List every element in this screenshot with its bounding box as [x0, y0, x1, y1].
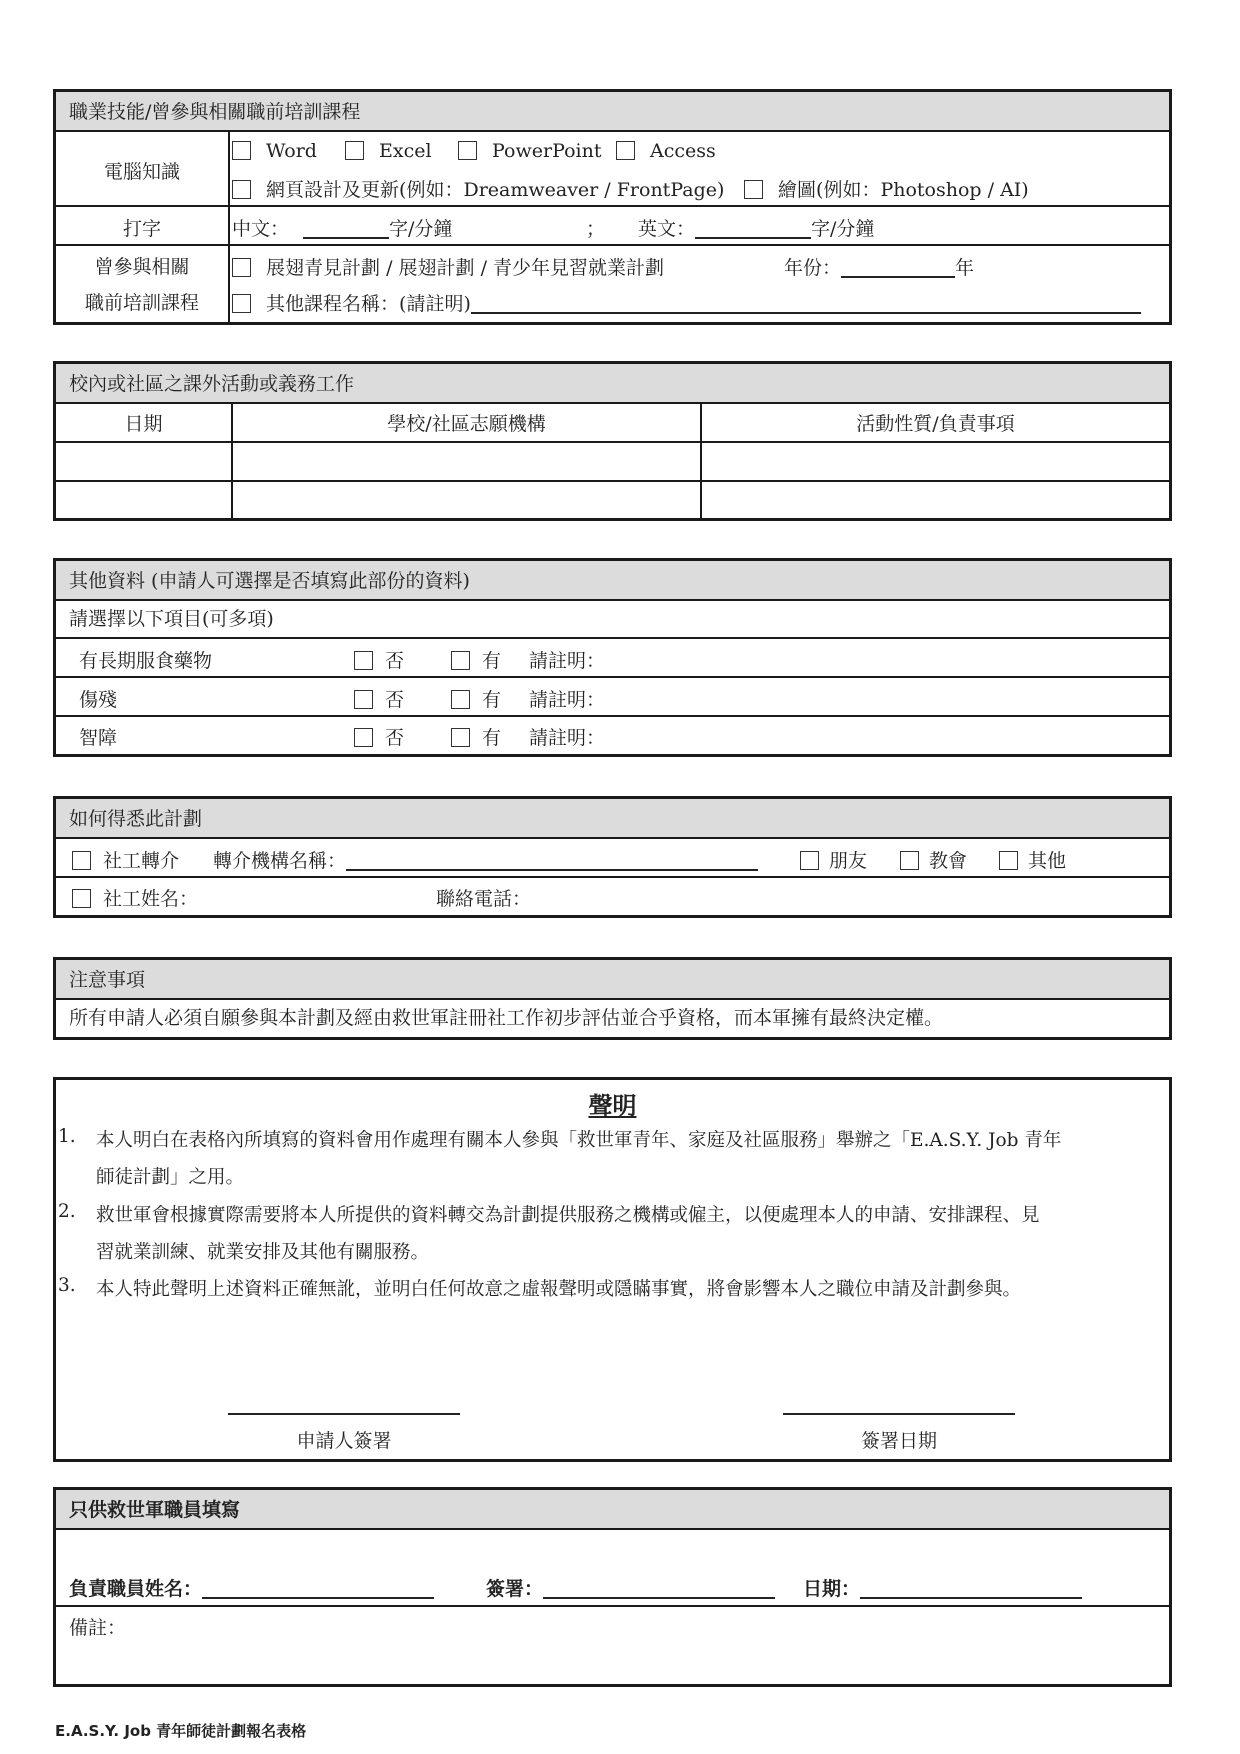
other-checkbox[interactable] — [999, 851, 1018, 870]
skills-section — [53, 89, 1172, 325]
declaration-title: 聲明 — [588, 1091, 637, 1120]
agency-field[interactable] — [346, 851, 758, 871]
friend-checkbox[interactable] — [800, 851, 819, 870]
activities-section — [53, 361, 1172, 521]
signature-date-line[interactable] — [783, 1413, 1015, 1415]
staff-signature-label: 簽署： — [486, 1578, 544, 1600]
intellectual-disability-label: 智障 — [79, 727, 118, 749]
social-worker-name-label: 社工姓名： — [103, 888, 199, 910]
church-label: 教會 — [929, 850, 968, 872]
powerpoint-label: PowerPoint — [492, 140, 602, 162]
computer-knowledge-label: 電腦知識 — [103, 161, 180, 183]
activity-cell[interactable] — [701, 481, 1169, 519]
drawing-checkbox[interactable] — [744, 180, 763, 199]
remarks-label: 備註： — [69, 1617, 127, 1639]
item-text: 本人特此聲明上述資料正確無訛，並明白任何故意之虛報聲明或隱瞞事實，將會影響本人之職位申請及計劃參與。 — [96, 1279, 1022, 1300]
training-label-1: 曾參與相關 — [94, 256, 190, 278]
no-label: 否 — [385, 689, 405, 711]
typing-separator: ； — [586, 218, 606, 240]
item-number: 3. — [58, 1275, 76, 1296]
chinese-unit: 字/分鐘 — [389, 218, 453, 240]
notes-title: 注意事項 — [56, 960, 1169, 1000]
referral-row — [56, 839, 1169, 878]
yes-label: 有 — [482, 689, 502, 711]
skills-title: 職業技能/曾參與相關職前培訓課程 — [56, 92, 1169, 132]
staff-signature-field[interactable] — [543, 1579, 775, 1599]
activity-cell[interactable] — [701, 442, 1169, 481]
item-number: 1. — [58, 1126, 76, 1147]
organization-cell[interactable] — [232, 481, 701, 519]
staff-title: 只供救世軍職員填寫 — [56, 1490, 1169, 1530]
social-worker-row — [56, 878, 1169, 915]
english-label: 英文： — [638, 218, 696, 240]
word-checkbox[interactable] — [232, 141, 251, 160]
social-worker-checkbox[interactable] — [72, 889, 91, 908]
year-label: 年份： — [784, 257, 842, 279]
intellectual-no-checkbox[interactable] — [354, 728, 373, 747]
access-checkbox[interactable] — [616, 141, 635, 160]
chinese-speed-field[interactable] — [303, 219, 389, 239]
typing-label: 打字 — [122, 218, 161, 240]
staff-sign-row — [56, 1530, 1169, 1607]
excel-checkbox[interactable] — [345, 141, 364, 160]
list-item — [56, 717, 1169, 754]
web-design-label: 網頁設計及更新(例如：Dreamweaver / FrontPage) — [266, 179, 725, 201]
staff-date-field[interactable] — [860, 1579, 1082, 1599]
table-header-row — [56, 404, 1169, 442]
source-title: 如何得悉此計劃 — [56, 799, 1169, 839]
english-unit: 字/分鐘 — [811, 218, 875, 240]
activities-title: 校內或社區之課外活動或義務工作 — [56, 364, 1169, 404]
staff-section — [53, 1487, 1172, 1687]
declaration-section — [53, 1077, 1172, 1462]
table-row — [56, 442, 1169, 481]
notes-text: 所有申請人必須自願參與本計劃及經由救世軍註冊社工作初步評估並合乎資格，而本軍擁有最終決定權。 — [69, 1007, 944, 1029]
other-course-label: 其他課程名稱：(請註明) — [266, 293, 471, 315]
year-field[interactable] — [841, 258, 955, 278]
date-cell[interactable] — [56, 442, 232, 481]
year-unit: 年 — [955, 257, 975, 279]
medication-no-checkbox[interactable] — [354, 651, 373, 670]
medication-yes-checkbox[interactable] — [451, 651, 470, 670]
specify-label: 請註明： — [529, 727, 606, 749]
training-label-2: 職前培訓課程 — [84, 292, 199, 314]
access-label: Access — [650, 140, 716, 162]
notes-section — [53, 957, 1172, 1040]
staff-date-label: 日期： — [803, 1578, 861, 1600]
powerpoint-checkbox[interactable] — [458, 141, 477, 160]
typing-row — [56, 207, 1169, 246]
social-referral-checkbox[interactable] — [72, 851, 91, 870]
training-row — [56, 246, 1169, 322]
web-design-checkbox[interactable] — [232, 180, 251, 199]
disability-label: 傷殘 — [79, 689, 118, 711]
remarks-row — [56, 1607, 1169, 1681]
training-program-label: 展翅青見計劃 / 展翅計劃 / 青少年見習就業計劃 — [266, 257, 665, 279]
other-info-section — [53, 558, 1172, 757]
friend-label: 朋友 — [829, 850, 868, 872]
drawing-label: 繪圖(例如：Photoshop / AI) — [778, 179, 1029, 201]
applicant-signature-line[interactable] — [228, 1413, 460, 1415]
chinese-label: 中文： — [232, 218, 290, 240]
list-item — [56, 678, 1169, 717]
training-program-checkbox[interactable] — [232, 258, 251, 277]
activities-table — [56, 404, 1169, 519]
table-row — [56, 481, 1169, 519]
excel-label: Excel — [379, 140, 432, 162]
organization-cell[interactable] — [232, 442, 701, 481]
staff-name-field[interactable] — [202, 1579, 434, 1599]
other-course-field[interactable] — [471, 294, 1141, 314]
source-section — [53, 796, 1172, 918]
footer-title: E.A.S.Y. Job 青年師徒計劃報名表格 — [55, 1722, 307, 1740]
list-item — [56, 639, 1169, 678]
phone-label: 聯絡電話： — [436, 888, 532, 910]
word-label: Word — [266, 140, 317, 162]
disability-yes-checkbox[interactable] — [451, 690, 470, 709]
date-cell[interactable] — [56, 481, 232, 519]
disability-no-checkbox[interactable] — [354, 690, 373, 709]
item-text: 本人明白在表格內所填寫的資料會用作處理有關本人參與「救世軍青年、家庭及社區服務」舉辦之「E.A.S.Y. Job 青年 — [96, 1130, 1062, 1151]
applicant-signature-label: 申請人簽署 — [296, 1430, 392, 1452]
no-label: 否 — [385, 650, 405, 672]
church-checkbox[interactable] — [900, 851, 919, 870]
signature-date-label: 簽署日期 — [860, 1430, 937, 1452]
col-date: 日期 — [56, 404, 232, 442]
intellectual-yes-checkbox[interactable] — [451, 728, 470, 747]
other-course-checkbox[interactable] — [232, 294, 251, 313]
item-text: 救世軍會根據實際需要將本人所提供的資料轉交為計劃提供服務之機構或僱主，以便處理本人的申請、安排課程、見 — [96, 1205, 1040, 1226]
yes-label: 有 — [482, 727, 502, 749]
agency-label: 轉介機構名稱： — [213, 850, 347, 872]
other-label: 其他 — [1028, 850, 1067, 872]
social-referral-label: 社工轉介 — [103, 850, 180, 872]
no-label: 否 — [385, 727, 405, 749]
computer-knowledge-row — [56, 132, 1169, 207]
specify-label: 請註明： — [529, 689, 606, 711]
col-organization: 學校/社區志願機構 — [232, 404, 701, 442]
item-number: 2. — [58, 1201, 76, 1222]
notes-row — [56, 1000, 1169, 1037]
specify-label: 請註明： — [529, 650, 606, 672]
item-text: 習就業訓練、就業安排及其他有關服務。 — [96, 1242, 430, 1263]
staff-name-label: 負責職員姓名： — [69, 1578, 203, 1600]
english-speed-field[interactable] — [695, 219, 811, 239]
item-text: 師徒計劃」之用。 — [96, 1167, 245, 1188]
instruction-row — [56, 601, 1169, 639]
other-info-title: 其他資料 (申請人可選擇是否填寫此部份的資料) — [56, 561, 1169, 601]
yes-label: 有 — [482, 650, 502, 672]
col-activity-nature: 活動性質/負責事項 — [701, 404, 1169, 442]
medication-label: 有長期服食藥物 — [79, 650, 213, 672]
instruction-text: 請選擇以下項目(可多項) — [69, 608, 274, 630]
